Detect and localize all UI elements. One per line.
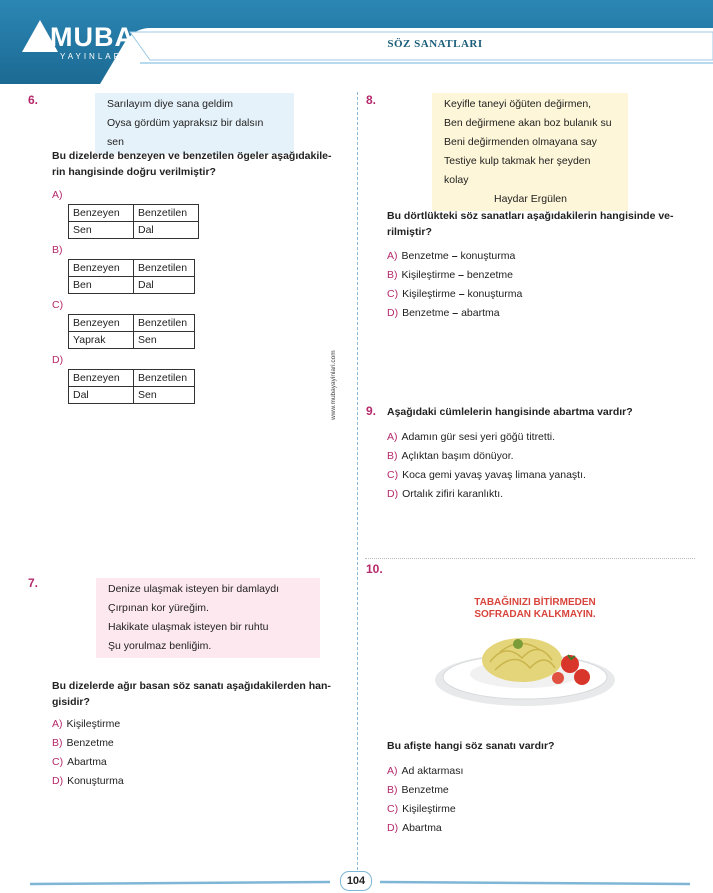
- header-benzetilen: Benzetilen: [134, 315, 195, 332]
- q8-option-b[interactable]: [387, 266, 522, 285]
- option-text: Benzetme: [401, 784, 449, 796]
- option-letter: B): [387, 784, 398, 796]
- benzetilen-value: Dal: [134, 277, 195, 294]
- header-benzeyen: Benzeyen: [69, 315, 134, 332]
- q7-options: [52, 715, 124, 791]
- q7-option-d[interactable]: [52, 772, 124, 791]
- option-text: benzetme: [466, 269, 513, 281]
- page-number: 104: [340, 871, 372, 891]
- q6-stem-line: rin hangisinde doğru verilmiştir?: [52, 166, 216, 178]
- benzetilen-value: Sen: [134, 332, 195, 349]
- q8-option-c[interactable]: [387, 285, 522, 304]
- side-url: www.mubayayinlari.com: [330, 350, 337, 420]
- option-letter: B): [387, 450, 398, 462]
- q8-option-a[interactable]: [387, 247, 522, 266]
- q7-quote-line: Şu yorulmaz benliğim.: [108, 640, 212, 652]
- header-benzetilen: Benzetilen: [134, 370, 195, 387]
- q7-number: 7.: [28, 576, 39, 590]
- q7-stem-line: gisidir?: [52, 696, 90, 708]
- q9-option-a[interactable]: [387, 428, 586, 447]
- option-text: Ad aktarması: [401, 765, 464, 777]
- page-header: [0, 0, 713, 84]
- q6-option-b-table[interactable]: [68, 259, 195, 294]
- option-text: konuşturma: [460, 250, 516, 262]
- q7-stem-line: Bu dizelerde ağır basan söz sanatı aşağıdakilerden han-: [52, 680, 331, 692]
- benzeyen-value: Ben: [69, 277, 134, 294]
- option-text: konuşturma: [467, 288, 523, 300]
- q6-number: 6.: [28, 93, 39, 107]
- q7-option-b[interactable]: [52, 734, 124, 753]
- option-letter: A): [387, 250, 398, 262]
- q10-options: [387, 762, 463, 838]
- benzetilen-value: Sen: [134, 387, 195, 404]
- option-letter: C): [52, 756, 64, 768]
- q8-stem-line: rilmiştir?: [387, 226, 432, 238]
- q8-quote: [432, 93, 628, 211]
- q7-quote-line: Denize ulaşmak isteyen bir damlaydı: [108, 583, 279, 595]
- option-letter: C): [387, 469, 399, 481]
- q6-option-c-table[interactable]: [68, 314, 195, 349]
- q6-option-letter[interactable]: B): [52, 244, 63, 256]
- option-text: Abartma: [402, 822, 442, 834]
- q8-quote-line: Ben değirmene akan boz bulanık su: [444, 117, 612, 129]
- option-letter: D): [52, 775, 64, 787]
- q6-option-letter[interactable]: D): [52, 354, 64, 366]
- option-text: Benzetme: [402, 307, 450, 319]
- q6-stem-line: Bu dizelerde benzeyen ve benzetilen ögeler aşağıdakile-: [52, 150, 332, 162]
- option-text: Kişileştirme: [66, 718, 121, 730]
- q7-quote-line: Hakikate ulaşmak isteyen bir ruhtu: [108, 621, 269, 633]
- header-benzeyen: Benzeyen: [69, 370, 134, 387]
- q9-options: [387, 428, 586, 504]
- q7-option-c[interactable]: [52, 753, 124, 772]
- q9-stem: Aşağıdaki cümlelerin hangisinde abartma vardır?: [387, 406, 633, 418]
- option-text: Abartma: [67, 756, 107, 768]
- q6-quote-line: Sarılayım diye sana geldim: [107, 98, 234, 110]
- q9-option-d[interactable]: [387, 485, 586, 504]
- q10-option-d[interactable]: [387, 819, 463, 838]
- q8-quote-line: Beni değirmenden olmayana say: [444, 136, 597, 148]
- option-separator: –: [455, 269, 467, 281]
- option-text: Adamın gür sesi yeri göğü titretti.: [401, 431, 555, 443]
- q7-option-a[interactable]: [52, 715, 124, 734]
- section-divider: [365, 558, 695, 559]
- option-text: Ortalık zifiri karanlıktı.: [402, 488, 504, 500]
- section-title: SÖZ SANATLARI: [387, 38, 483, 50]
- poster-title-line: TABAĞINIZI BİTİRMEDEN: [474, 597, 596, 608]
- logo-subtext: YAYINLARI: [60, 52, 128, 61]
- q6-option-d-table[interactable]: [68, 369, 195, 404]
- option-text: Kişileştirme: [401, 269, 456, 281]
- q7-stem: [52, 678, 352, 710]
- q7-quote: [96, 578, 320, 658]
- benzetilen-value: Dal: [134, 222, 199, 239]
- q10-option-b[interactable]: [387, 781, 463, 800]
- q6-option-a-table[interactable]: [68, 204, 199, 239]
- q8-stem-line: Bu dörtlükteki söz sanatları aşağıdakilerin hangisinde ve-: [387, 210, 674, 222]
- q8-author: Haydar Ergülen: [494, 193, 567, 205]
- q10-stem: Bu afişte hangi söz sanatı vardır?: [387, 740, 555, 752]
- q6-option-letter[interactable]: A): [52, 189, 63, 201]
- header-benzeyen: Benzeyen: [69, 260, 134, 277]
- benzeyen-value: Sen: [69, 222, 134, 239]
- benzeyen-value: Dal: [69, 387, 134, 404]
- q8-option-d[interactable]: [387, 304, 522, 323]
- q8-quote-line: Testiye kulp takmak her şeyden kolay: [444, 155, 591, 186]
- spaghetti-plate-icon: [430, 622, 620, 710]
- q10-option-c[interactable]: [387, 800, 463, 819]
- q6-quote-line: Oysa gördüm yapraksız bir dalsın sen: [107, 117, 264, 148]
- header-benzetilen: Benzetilen: [134, 260, 195, 277]
- option-letter: C): [387, 803, 399, 815]
- q7-quote-line: Çırpınan kor yüreğim.: [108, 602, 209, 614]
- option-text: abartma: [461, 307, 500, 319]
- option-letter: B): [387, 269, 398, 281]
- option-text: Konuşturma: [67, 775, 124, 787]
- q6-stem: [52, 148, 352, 180]
- q8-number: 8.: [366, 93, 377, 107]
- option-letter: D): [387, 822, 399, 834]
- option-separator: –: [455, 288, 468, 300]
- option-letter: B): [52, 737, 63, 749]
- option-letter: D): [387, 307, 399, 319]
- option-letter: A): [387, 431, 398, 443]
- header-benzetilen: Benzetilen: [134, 205, 199, 222]
- option-letter: A): [387, 765, 398, 777]
- q9-option-c[interactable]: [387, 466, 586, 485]
- option-text: Koca gemi yavaş yavaş limana yanaştı.: [402, 469, 586, 481]
- poster-title: [440, 597, 630, 621]
- q10-option-a[interactable]: [387, 762, 463, 781]
- column-divider: [357, 92, 358, 880]
- poster-title-line: SOFRADAN KALKMAYIN.: [474, 609, 596, 620]
- q8-stem: [387, 208, 697, 240]
- q9-number: 9.: [366, 404, 377, 418]
- q8-quote-line: Keyifle taneyi öğüten değirmen,: [444, 98, 592, 110]
- option-text: Benzetme: [401, 250, 449, 262]
- q6-quote: [95, 93, 294, 154]
- q9-option-b[interactable]: [387, 447, 586, 466]
- option-letter: A): [52, 718, 63, 730]
- option-separator: –: [448, 250, 461, 262]
- option-letter: D): [387, 488, 399, 500]
- benzeyen-value: Yaprak: [69, 332, 134, 349]
- header-benzeyen: Benzeyen: [69, 205, 134, 222]
- option-letter: C): [387, 288, 399, 300]
- option-text: Benzetme: [66, 737, 114, 749]
- logo-text: MUBA: [50, 22, 135, 52]
- option-text: Kişileştirme: [402, 803, 456, 815]
- q10-number: 10.: [366, 562, 383, 576]
- option-text: Açlıktan başım dönüyor.: [401, 450, 514, 462]
- q6-option-letter[interactable]: C): [52, 299, 64, 311]
- q8-options: [387, 247, 522, 323]
- option-separator: –: [449, 307, 462, 319]
- option-text: Kişileştirme: [402, 288, 456, 300]
